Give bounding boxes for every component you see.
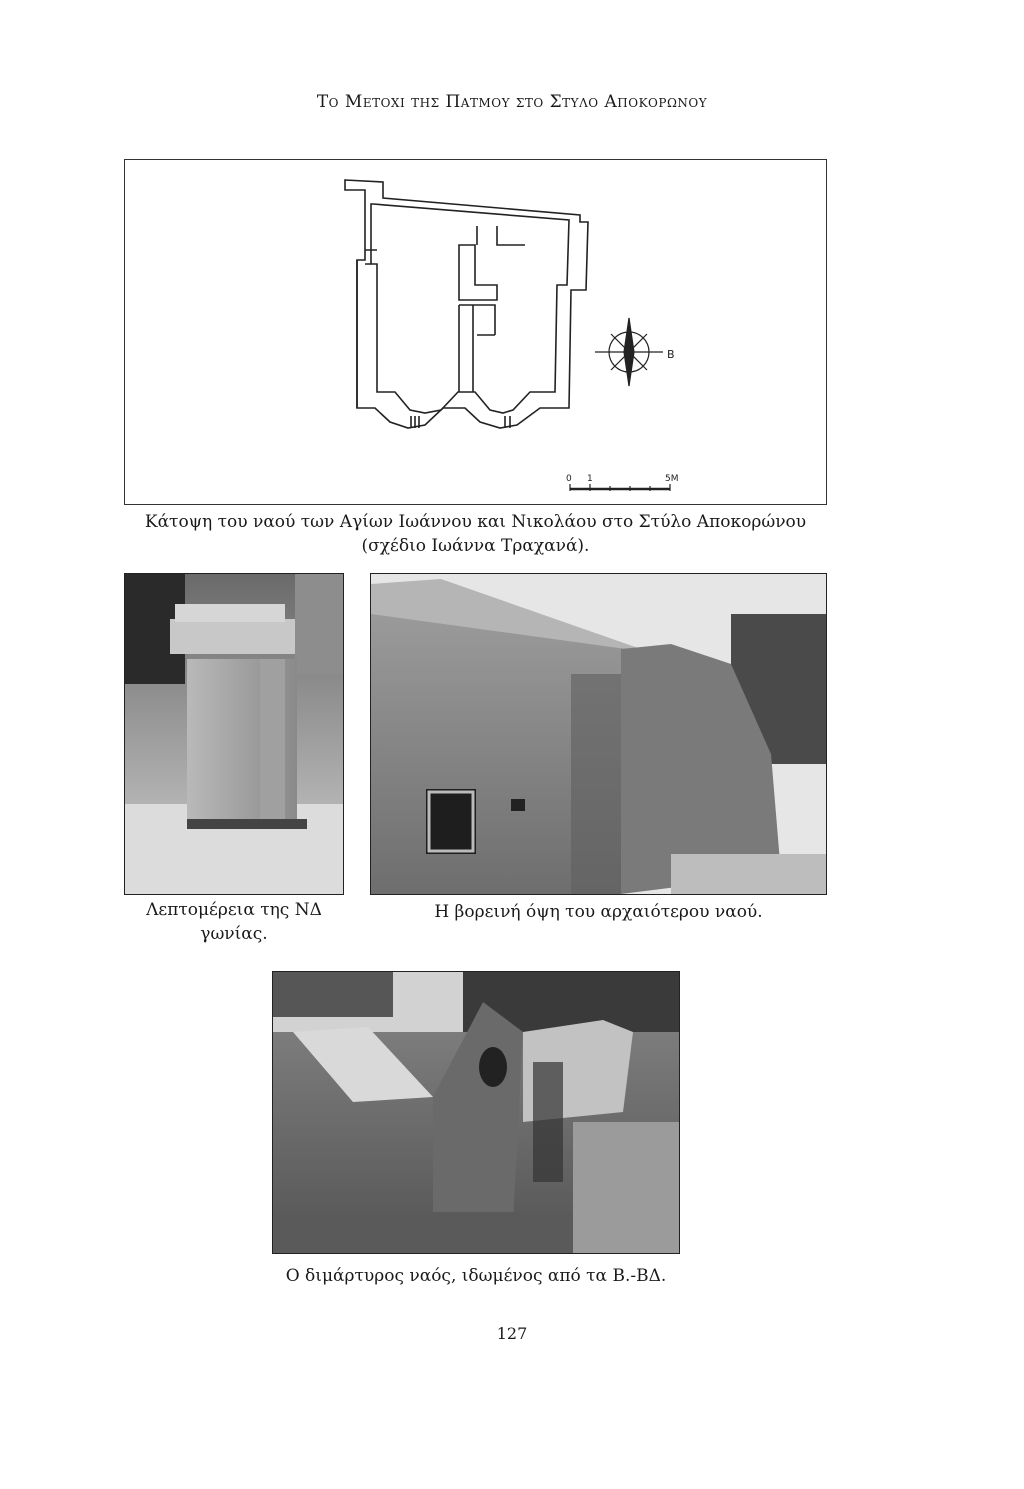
scale-bar xyxy=(570,484,670,491)
double-church-photo xyxy=(272,971,680,1254)
north-view-photo xyxy=(370,573,827,895)
page-number: 127 xyxy=(496,1324,528,1343)
running-head: Το Μετοχι της Πατμου στο Στυλο Αποκορωνου xyxy=(316,92,708,112)
north-arrow-icon xyxy=(595,318,663,386)
corner-detail-caption: Λεπτομέρεια της ΝΔ γωνίας. xyxy=(146,900,322,944)
north-view-image xyxy=(371,574,826,894)
corner-detail-image xyxy=(125,574,343,894)
scale-label-1: 1 xyxy=(587,474,593,484)
scale-label-5m: 5M xyxy=(665,474,679,484)
scale-label-0: 0 xyxy=(566,474,572,484)
corner-detail-photo xyxy=(124,573,344,895)
north-view-caption: Η βορεινή όψη του αρχαιότερου ναού. xyxy=(434,902,763,922)
plan-caption-line1: Κάτοψη του ναού των Αγίων Ιωάννου και Νικολάου στο Στύλο Αποκορώνου xyxy=(144,512,807,532)
double-church-caption: Ο διμάρτυρος ναός, ιδωμένος από τα Β.-ΒΔ. xyxy=(285,1266,667,1286)
double-church-image xyxy=(273,972,679,1253)
north-label: B xyxy=(667,348,675,361)
plan-caption-line2: (σχέδιο Ιωάννα Τραχανά). xyxy=(361,536,590,556)
floor-plan-figure xyxy=(124,159,827,505)
floor-plan-drawing xyxy=(125,160,826,504)
